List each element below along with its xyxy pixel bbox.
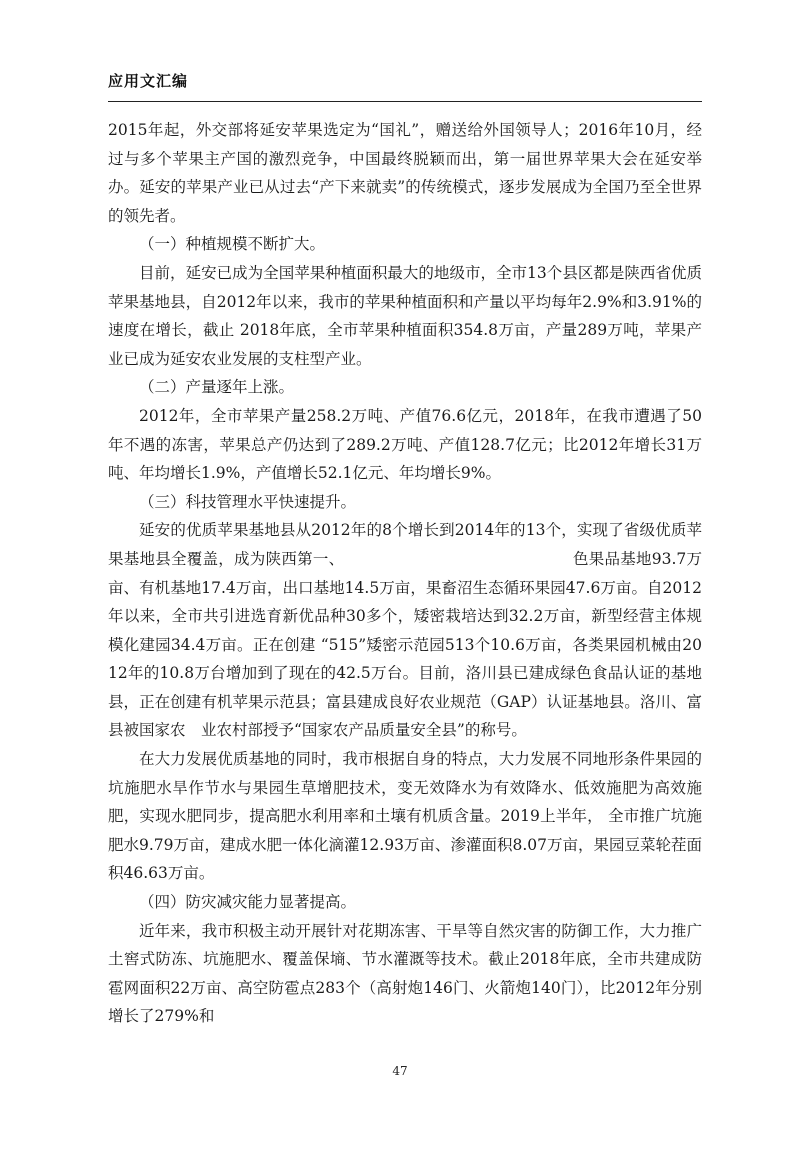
paragraph-disaster-prevention: 近年来，我市积极主动开展针对花期冻害、干旱等自然灾害的防御工作，大力推广土窖式防冻、坑施肥水、覆盖保墒、节水灌溉等技术。截止2018年底，全市共建成防雹网面积22万亩、高空防雹点283个（高射炮146门、火箭炮140门），比2012年分别增长了279%和 [108, 921, 702, 1026]
paragraph-output: 2012年，全市苹果产量258.2万吨、产值76.6亿元，2018年，在我市遭遇了50年不遇的冻害，苹果总产仍达到了289.2万吨、产值128.7亿元；比2012年增长31万吨、年均增长1.9%，产值增长52.1亿元、年均增长9%。 [108, 406, 702, 483]
page-number: 47 [392, 1064, 408, 1078]
section-heading-4: （四）防灾减灾能力显著提高。 [139, 893, 357, 912]
header-divider [108, 101, 702, 102]
body-text [108, 116, 702, 1031]
section-heading-1: （一）种植规模不断扩大。 [139, 235, 326, 254]
section-heading-3: （三）科技管理水平快速提升。 [139, 492, 357, 511]
paragraph-water-fertilizer: 在大力发展优质基地的同时，我市根据自身的特点，大力发展不同地形条件果园的坑施肥水旱作节水与果园生草增肥技术，变无效降水为有效降水、低效施肥为高效施肥，实现水肥同步，提高肥水利用率和土壤有机质含量。2019上半年， 全市推广坑施肥水9.79万亩，建成水肥一体化滴灌12.93万亩、渗灌面积8.07万亩，果园豆菜轮茬面积46.63万亩。 [108, 750, 702, 883]
running-header: 应用文汇编 [108, 72, 189, 90]
paragraph-intro: 2015年起，外交部将延安苹果选定为“国礼”，赠送给外国领导人；2016年10月，经过与多个苹果主产国的激烈竞争，中国最终脱颖而出，第一届世界苹果大会在延安举办。延安的苹果产业已从过去“产下来就卖”的传统模式，逐步发展成为全国乃至全世界的领先者。 [108, 121, 702, 225]
section-heading-2: （二）产量逐年上涨。 [139, 378, 295, 397]
paragraph-tech-management: 延安的优质苹果基地县从2012年的8个增长到2014年的13个，实现了省级优质苹果基地县全覆盖，成为陕西第一、 色果品基地93.7万亩、有机基地17.4万亩，出口基地14.5万亩，果畜沼生态循环果园47.6万亩。自2012年以来，全市共引进选育新优品种30多个，矮密栽培达到32.2万亩，新型经营主体规模化建园34.4万亩。正在创建 “515”矮密示范园513个10.6万亩，各类果园机械由2012年的10.8万台增加到了现在的42.5万台。目前，洛川县已建成绿色食品认证的基地县，正在创建有机苹果示范县；富县建成良好农业规范（GAP）认证基地县。洛川、富县被国家农 业农村部授予“国家农产品质量安全县”的称号。 [108, 521, 702, 740]
paragraph-planting-scale: 目前，延安已成为全国苹果种植面积最大的地级市，全市13个县区都是陕西省优质苹果基地县，自2012年以来，我市的苹果种植面积和产量以平均每年2.9%和3.91%的速度在增长，截止 2018年底，全市苹果种植面积354.8万亩，产量289万吨，苹果产业已成为延安农业发展的支柱型产业。 [108, 263, 702, 368]
